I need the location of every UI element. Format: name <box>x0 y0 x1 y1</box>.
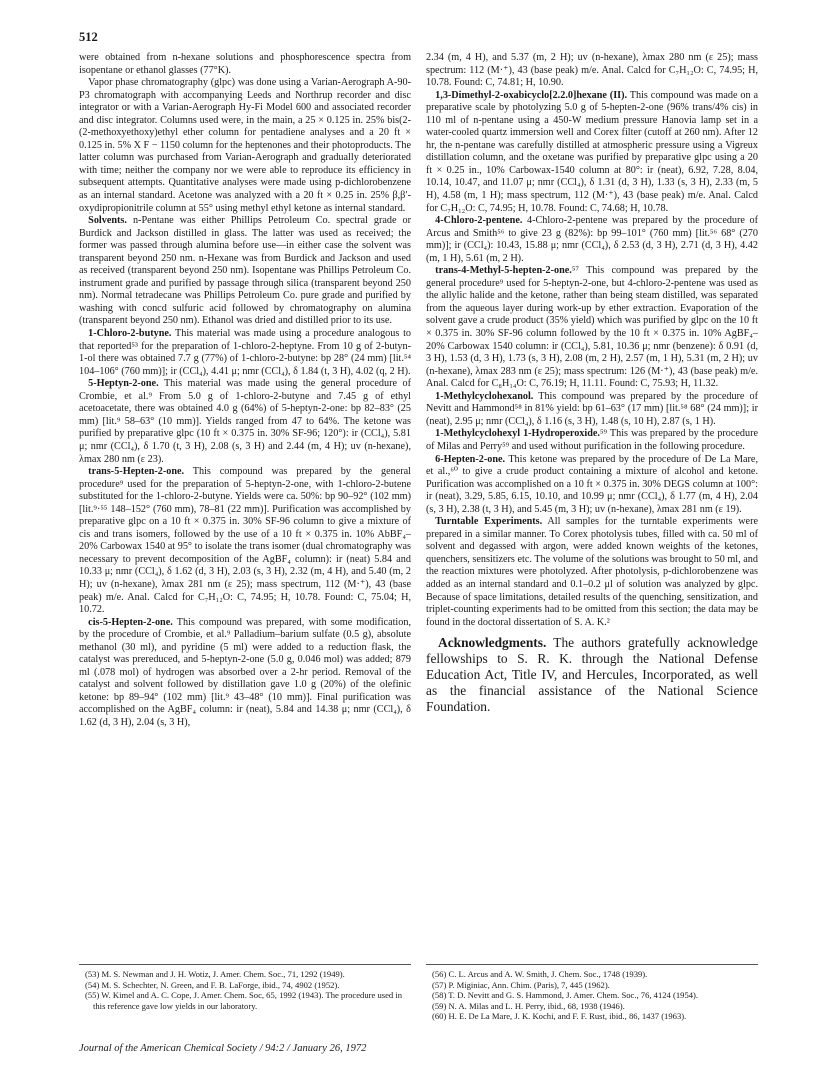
paragraph-text: This compound was prepared by the procedure of Nevitt and Hammond⁵⁸ in 81% yield: bp 61–63° (17 mm) [lit.⁵⁸ 68° (24 mm)]; ir (neat), 2.95 μ; nmr (CCl₄), δ 1.16 (s, 3 H), 1.48 (s, 10 H), 2.87 (s, 1 H). <box>426 390 758 427</box>
right-column <box>426 52 758 715</box>
acknowledgments-text: The authors gratefully acknowledge fellowships to S. R. K. through the National Defense Education Act, Title IV, and Hercules, Incorporated, as well as the financial assistance of the National Science Foundation. <box>426 635 758 715</box>
section-heading: Turntable Experiments. <box>435 516 543 528</box>
footnote: (54) M. S. Schechter, N. Green, and F. B. LaForge, ibid., 74, 4902 (1952). <box>85 979 340 990</box>
paragraph-text: This material was made using the general procedure of Crombie, et al.⁹ From 5.0 g of 1-chloro-2-butyne and 7.45 g of ethyl acetoacetate, there was obtained 4.0 g (64%) of 5-heptyn-2-one: bp 82–83° (25 mm) [lit.⁹ 58–63° (10 mm)]. Yields ranged from 47 to 64%. The ketone was purified by preparative glpc (10 ft × 0.375 in. 30% SF-96; 120°): ir (CCl₄), 5.81 μ; nmr (CCl₄), δ 1.70 (t, 3 H), 2.08 (s, 3 H) and 2.44 (m, 4 H); uv (n-hexane), λmax 280 nm (ε 23). <box>79 378 411 465</box>
section-heading: cis-5-Hepten-2-one. <box>88 616 173 628</box>
running-footer: Journal of the American Chemical Society / 94:2 / January 26, 1972 <box>79 1043 367 1054</box>
paragraph <box>426 265 758 390</box>
section-heading: Solvents. <box>88 215 127 227</box>
paragraph-text: This ketone was prepared by the procedure of De La Mare, et al.,⁶⁰ to give a crude product containing a mixture of alcohol and ketone. Purification was accomplished on a 10 ft × 0.375 in. 30% DEGS column at 100°: ir (neat), 3.29, 5.85, 6.15, 10.10, and 10.99 μ; nmr (CCl₄), δ 1.77 (m, 4 H), 2.04 (s, 3 H), 2.38 (t, 3 H), and 5.45 (m, 3 H); uv (n-hexane), λmax 281 nm (ε 19). <box>426 453 758 515</box>
footnote: (59) N. A. Milas and L. H. Perry, ibid., 68, 1938 (1946). <box>432 1000 625 1011</box>
paragraph <box>79 328 411 378</box>
paragraph-text: This compound was prepared by the general procedure⁹ used for the preparation of 5-heptyn-2-one, with 1-chloro-2-butene substituted for the 1-chloro-2-butyne. Yields were ca. 50%: bp 90–92° (102 mm) [lit.⁹·⁵⁵ 148–152° (760 mm), 78–81 (22 mm)]. Purification was accomplished by preparative glpc on a 10 ft × 0.375 in. 30% SF-96 column to give a mixture of cis and trans isomers, followed by the use of a 10 ft × 0.375 in. 10% AbBF₄–20% Carbowax 1540 at 95° to isolate the trans isomer (dual chromatography was necessary to prevent decomposition of the AgBF₄ column): ir (neat) 5.84 and 10.33 μ; nmr (CCl₄), δ 1.62 (d, 3 H), 2.03 (s, 3 H), 2.32 (m, 4 H), and 5.40 (m, 2 H); uv (n-hexane), λmax 281 nm (ε 25); mass spectrum, 112 (M·⁺), 43 (base peak) m/e. Anal. Calcd for C₇H₁₂O: C, 74.95; H, 10.78. Found: C, 75.04; H, 10.72. <box>79 466 411 616</box>
footnote: (55) W. Kimel and A. C. Cope, J. Amer. Chem. Soc, 65, 1992 (1943). The procedure used in this reference gave low yields in our laboratory. <box>85 990 403 1011</box>
paragraph <box>426 516 758 629</box>
section-heading: trans-5-Hepten-2-one. <box>88 466 185 478</box>
footnote: (53) M. S. Newman and J. H. Wotiz, J. Amer. Chem. Soc., 71, 1292 (1949). <box>85 969 345 979</box>
footnote: (57) P. Miginiac, Ann. Chim. (Paris), 7, 445 (1962). <box>432 979 610 990</box>
section-heading: 1-Chloro-2-butyne. <box>88 328 172 340</box>
paragraph <box>426 215 758 265</box>
paragraph-text: This compound was prepared, with some modification, by the procedure of Crombie, et al.⁹ Palladium–barium sulfate (0.5 g), absolute methanol (30 ml), and pyridine (5 ml) were added to a reduction flask, the catalyst was prereduced, and 5-heptyn-2-one (5.0 g, 0.046 mol) was added; 879 ml (.078 mol) of hydrogen was absorbed over a 2-hr period. Removal of the catalyst and solvent followed by distillation gave 1.0 g (20%) of the olefinic ketone: bp 89–94° (102 mm) [lit.⁹ 43–48° (10 mm)]. Final purification was accomplished on the AgBF₄ column: ir (neat), 5.84 and 14.38 μ; nmr (CCl₄), δ 1.62 (d, 3 H), 2.04 (s, 3 H), <box>79 616 411 728</box>
paragraph <box>426 52 758 90</box>
footnote: (58) T. D. Nevitt and G. S. Hammond, J. Amer. Chem. Soc., 76, 4124 (1954). <box>432 990 699 1001</box>
paragraph-text: This material was made using a procedure analogous to that reported⁵³ for the preparation of 1-chloro-2-heptyne. From 10 g of 2-butyn-1-ol there was obtained 7.7 g (77%) of 1-chloro-2-butyne: bp 28° (24 mm) [lit.⁵⁴ 104–106° (760 mm)]; ir (CCl₄), 4.41 μ; nmr (CCl₄), δ 1.84 (t, 3 H), 4.02 (q, 2 H). <box>79 328 411 377</box>
paragraph <box>426 391 758 429</box>
paragraph-text: 2.34 (m, 4 H), and 5.37 (m, 2 H); uv (n-hexane), λmax 280 nm (ε 25); mass spectrum: 112 (M·⁺), 43 (base peak) m/e. Anal. Calcd for C₇H₁₂O: C, 74.95; H, 10.78. Found: C, 74.81; H, 10.90. <box>426 52 758 89</box>
paragraph-text: Vapor phase chromatography (glpc) was done using a Varian-Aerograph A-90-P3 chromatograph with accompanying Leeds and Northrup recorder and disc integrator or with a Varian-Aerograph Hy-Fi Model 600 and associated recorder and disc integrator. Columns used were, in the main, a 25 × 0.125 in. 25% bis(2-(2-methoxyethoxy)ethyl ether column for pentadiene analyses and a 20 ft × 0.125 in. 5% X F − 1150 column for the heptenones and their photoproducts. The latter column was purchased from Varian-Aerograph and gradually deteriorated with time; neither the company nor we were able to reproduce its efficiency in subsequent attempts. Quantitative analyses were made using p-dichlorobenzene as an internal standard. Acetone was analyzed with a 20 ft × 0.25 in. 25% β,β′-oxydipropionitrile column at 55° using methyl ethyl ketone as internal standard. <box>79 77 411 214</box>
paragraph-text: All samples for the turntable experiments were prepared in a similar manner. To Corex photolysis tubes, filled with ca. 50 ml of solvent and degassed with argon, were added known weights of the ketones, quenchers, sensitizers etc. The volume of the solutions was brought to 50 ml, and the reaction mixtures were photolyzed. After photolysis, p-dichlorobenzene was added as an internal standard and 0.1–0.2 μl of solution was analyzed by glpc. Because of space limitations, detailed results of the quenching, sensitization, and triplet-counting experiments had to be omitted from this section; the data may be found in the doctoral dissertation of S. A. K.² <box>426 516 758 628</box>
paragraph-text: This compound was made on a preparative scale by photolyzing 5.0 g of 5-hepten-2-one (96% trans/4% cis) in 110 ml of n-pentane using a 450-W medium pressure Hanovia lamp set in a water-cooled quartz immersion well and Corex filter (cutoff at 260 nm). After 12 hr, the n-pentane was carefully distilled at atmospheric pressure using a Vigreux distillation column, and the oxetane was purified by preparative glpc using a 20 ft × 0.25 in., 10% Carbowax-1540 column at 80°: ir (neat), 6.92, 7.28, 8.04, 10.14, 10.47, and 11.07 μ; nmr (CCl₄), δ 1.31 (d, 3 H), 1.33 (s, 3 H), 2.33 (m, 5 H), 4.58 (m, 1 H); mass spectrum, 112 (M·⁺), 43 (base peak) m/e. Anal. Calcd for C₇H₁₂O: C, 74.95; H, 10.78. Found: C, 74.68; H, 10.78. <box>426 89 758 214</box>
acknowledgments-paragraph <box>426 635 758 715</box>
section-heading: 1-Methylcyclohexyl 1-Hydroperoxide. <box>435 428 600 440</box>
paragraph <box>426 428 758 453</box>
paragraph <box>79 77 411 215</box>
section-heading: 1,3-Dimethyl-2-oxabicyclo[2.2.0]hexane (II). <box>435 89 628 101</box>
footnotes-right <box>426 964 758 1022</box>
section-heading: trans-4-Methyl-5-hepten-2-one. <box>435 265 572 277</box>
paragraph-text: 4-Chloro-2-pentene was prepared by the procedure of Arcus and Smith⁵⁶ to give 23 g (82%): bp 99–101° (760 mm) [lit.⁵⁶ 68° (270 mm)]; ir (CCl₄): 10.43, 15.88 μ; nmr (CCl₄), δ 2.53 (d, 3 H), 2.71 (d, 3 H), 4.42 (m, 1 H), 5.61 (m, 2 H). <box>426 215 758 264</box>
paragraph <box>79 215 411 328</box>
paragraph <box>79 466 411 617</box>
footnotes-left <box>79 964 411 1011</box>
paragraph-text: ⁵⁹ This was prepared by the procedure of Milas and Perry⁵⁹ and used without purification in the following procedure. <box>426 428 758 452</box>
footnote: (60) H. E. De La Mare, J. K. Kochi, and F. F. Rust, ibid., 86, 1437 (1963). <box>432 1011 687 1022</box>
footnote: (56) C. L. Arcus and A. W. Smith, J. Chem. Soc., 1748 (1939). <box>432 969 648 979</box>
paragraph <box>426 90 758 215</box>
paragraph-text: ⁵⁷ This compound was prepared by the general procedure⁹ used for 5-heptyn-2-one, but 4-chloro-2-pentene was used as the allylic halide and the ketone, rather than being steam distilled, was separated from the aqueous layer during work-up by ether extraction. Evaporation of the solvent gave a crude product (35% yield) which was purified by glpc on the 10 ft × 0.375 in. 30% SF-96 column followed by the 10 ft × 0.375 in. 10% AgBF₄–20% Carbowax 1540 column: ir (CCl₄), 5.81, 10.36 μ; nmr (benzene): δ 0.91 (d, 3 H), 1.53 (d, 3 H), 1.73 (s, 3 H), 2.08 (m, 2 H), 2.57 (m, 1 H), 5.31 (m, 2 H); uv (n-hexane), λmax 283 nm (ε 25); mass spectrum: 126 (M·⁺), 43 (base peak) m/e. Anal. Calcd for C₈H₁₄O: C, 76.19; H, 11.11. Found: C, 75.93; H, 11.32. <box>426 265 758 390</box>
paragraph <box>79 378 411 466</box>
paragraph <box>79 617 411 730</box>
paragraph-text: were obtained from n-hexane solutions and phosphorescence spectra from isopentane or ethanol glasses (77°K). <box>79 52 411 76</box>
paragraph <box>79 52 411 77</box>
paragraph-text: n-Pentane was either Phillips Petroleum Co. spectral grade or Burdick and Jackson distilled in glass. The latter was used as received; the former was passed through alumina before use—in either case the solvent was transparent beyond 250 nm. n-Hexane was from Burdick and Jackson and used as received (transparent beyond 250 nm). Isopentane was Phillips Petroleum Co. instrument grade and purified by passage through silica (transparent beyond 250 nm). Normal tetradecane was Phillips Petroleum Co. pure grade and purified by washing with concd sulfuric acid followed by chromatography on alumina (transparent beyond 250 nm). Ethanol was dried and distilled prior to its use. <box>79 215 411 327</box>
section-heading: 1-Methylcyclohexanol. <box>435 390 534 402</box>
section-heading: 6-Hepten-2-one. <box>435 453 506 465</box>
left-column <box>79 52 411 730</box>
paragraph <box>426 454 758 517</box>
page-number: 512 <box>79 30 98 44</box>
section-heading: 5-Heptyn-2-one. <box>88 378 159 390</box>
acknowledgments-heading: Acknowledgments. <box>438 635 547 651</box>
section-heading: 4-Chloro-2-pentene. <box>435 215 523 227</box>
